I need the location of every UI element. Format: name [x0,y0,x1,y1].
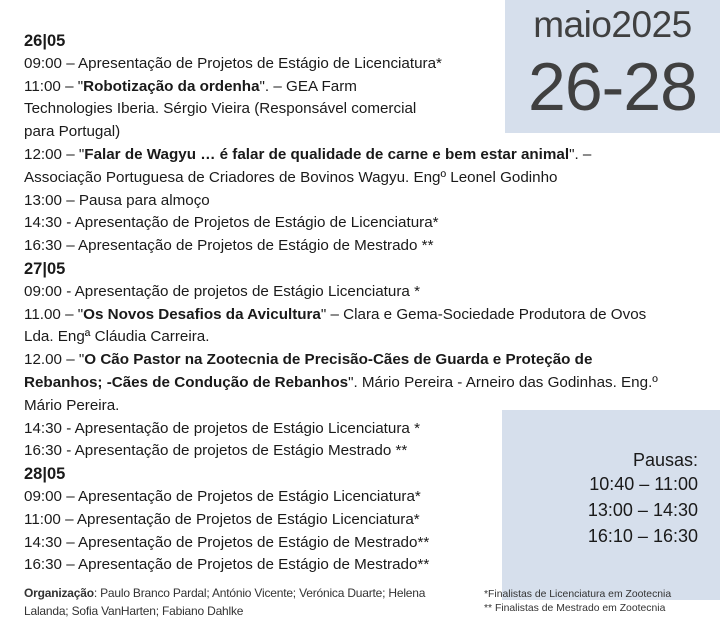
schedule-line: 09:00 – Apresentação de Projetos de Estágio Licenciatura* [24,487,421,505]
line-text: 11:00 – " [24,77,84,95]
line-text: 12:00 – " [24,145,85,163]
organization-label: Organização [24,586,94,600]
event-month: maio2025 [533,4,692,45]
schedule-line: Mário Pereira. [24,396,120,414]
talk-title: Robotização da ordenha [83,77,260,95]
organization-line [24,584,464,602]
pause-time: 10:40 – 11:00 [589,474,698,494]
organization-names-cont: Lalanda; Sofia VanHarten; Fabiano Dahlke [24,604,244,618]
organization-names: : Paulo Branco Pardal; António Vicente; Verónica Duarte; Helena [93,586,426,600]
footnote: *Finalistas de Licenciatura em Zootecnia [484,589,672,600]
schedule-line: 16:30 – Apresentação de Projetos de Estágio de Mestrado ** [24,237,434,255]
date-box [505,0,720,133]
schedule-line [24,349,593,372]
pause-time: 16:10 – 16:30 [587,526,698,546]
day-heading: 28|05 [24,465,66,484]
schedule-line [24,372,658,395]
talk-title: Falar de Wagyu … é falar de qualidade de carne e bem estar animal [84,145,570,163]
pause-time: 13:00 – 14:30 [587,500,698,520]
schedule-line: 14:30 - Apresentação de Projetos de Estágio de Licenciatura* [24,214,439,232]
day-heading: 26|05 [24,32,66,50]
schedule-line [24,76,504,99]
talk-title: Os Novos Desafios da Avicultura [83,305,321,323]
pauses-title: Pausas: [632,450,698,470]
schedule-line: 09:00 – Apresentação de Projetos de Estágio de Licenciatura* [24,54,442,72]
schedule-line: Technologies Iberia. Sérgio Vieira (Responsável comercial [24,100,417,118]
line-text: 12.00 – " [24,351,85,369]
schedule-line [24,304,647,327]
schedule-line: 14:30 - Apresentação de projetos de Estágio Licenciatura * [24,419,420,437]
line-text: ". – [569,145,592,163]
schedule-line: 11:00 – Apresentação de Projetos de Estágio Licenciatura* [24,510,420,528]
schedule-line [24,144,592,167]
organization-credits [24,584,464,620]
talk-title: Rebanhos; -Cães de Condução de Rebanhos [24,373,349,391]
schedule-line: 16:30 - Apresentação de projetos de Estágio Mestrado ** [24,442,408,460]
schedule-line: Associação Portuguesa de Criadores de Bovinos Wagyu. Engº Leonel Godinho [24,168,558,186]
schedule-line: Lda. Engª Cláudia Carreira. [24,328,210,346]
schedule-line: 09:00 - Apresentação de projetos de Estágio Licenciatura * [24,282,420,300]
talk-title: O Cão Pastor na Zootecnia de Precisão-Cães de Guarda e Proteção de [84,351,593,369]
schedule-line: para Portugal) [24,123,121,141]
line-text: " – Clara e Gema-Sociedade Produtora de Ovos [320,305,647,323]
schedule-line: 14:30 – Apresentação de Projetos de Estágio de Mestrado** [24,533,430,551]
line-text: ". Mário Pereira - Arneiro das Godinhas. Eng.º [348,373,658,391]
footnote: ** Finalistas de Mestrado em Zootecnia [484,603,666,614]
pauses-box [502,410,720,600]
line-text: 11.00 – " [24,305,84,323]
footnotes [484,588,720,616]
line-text: ". – GEA Farm [259,77,357,95]
schedule-line: 13:00 – Pausa para almoço [24,191,210,209]
event-days: 26-28 [528,49,697,125]
schedule-line: 16:30 – Apresentação de Projetos de Estágio de Mestrado** [24,556,430,574]
day-heading: 27|05 [24,259,66,278]
